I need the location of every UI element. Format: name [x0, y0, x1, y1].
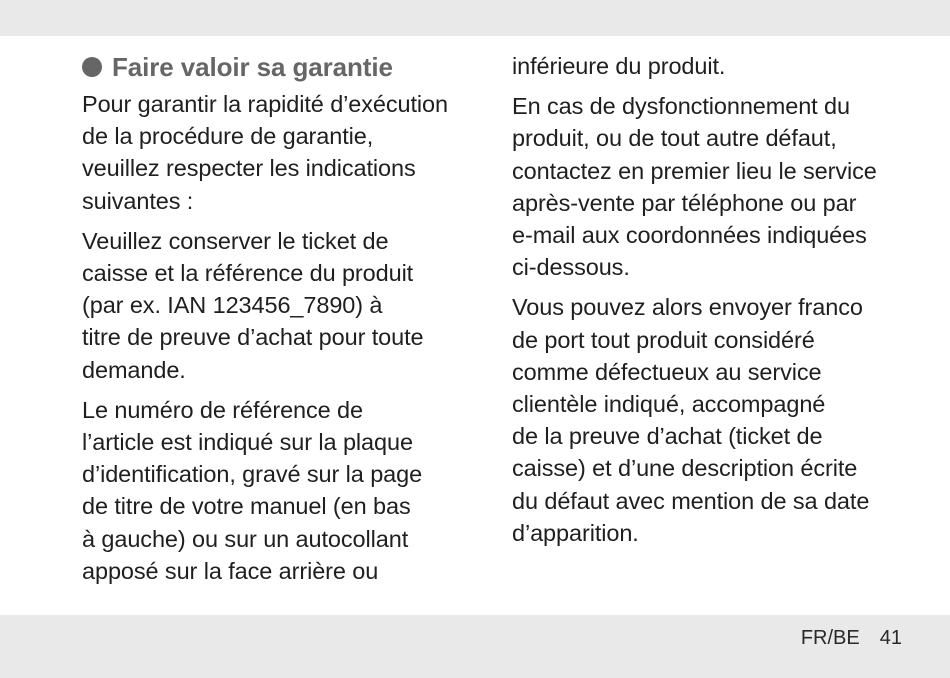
- text-line: apposé sur la face arrière ou: [82, 557, 379, 584]
- text-line: veuillez respecter les indications: [82, 155, 416, 182]
- text-line: d’apparition.: [512, 519, 639, 546]
- paragraph: [82, 225, 482, 386]
- text-line: caisse et la référence du produit: [82, 260, 414, 287]
- text-line: suivantes :: [82, 187, 194, 214]
- text-line: produit, ou de tout autre défaut,: [512, 125, 837, 152]
- text-line: d’identification, gravé sur la page: [82, 461, 423, 488]
- paragraph: [82, 394, 482, 587]
- left-paragraphs: [82, 88, 482, 587]
- text-line: l’article est indiqué sur la plaque: [82, 429, 413, 456]
- text-line: après-vente par téléphone ou par: [512, 189, 857, 216]
- paragraph: [82, 88, 482, 217]
- text-line: de la preuve d’achat (ticket de: [512, 423, 823, 450]
- text-line: ci-dessous.: [512, 254, 630, 281]
- text-line: Vous pouvez alors envoyer franco: [512, 294, 863, 321]
- paragraph: [512, 291, 912, 549]
- right-paragraphs: [512, 50, 912, 549]
- text-line: En cas de dysfonctionnement du: [512, 93, 850, 120]
- right-column: [512, 50, 912, 557]
- text-line: à gauche) ou sur un autocollant: [82, 525, 409, 552]
- text-line: du défaut avec mention de sa date: [512, 487, 870, 514]
- text-line: e-mail aux coordonnées indiquées: [512, 222, 867, 249]
- text-line: de la procédure de garantie,: [82, 123, 374, 150]
- text-line: Pour garantir la rapidité d’exécution: [82, 91, 448, 117]
- page-footer: [801, 627, 902, 650]
- text-line: comme défectueux au service: [512, 358, 822, 385]
- page-number: 41: [879, 627, 902, 649]
- section-heading-text: Faire valoir sa garantie: [112, 52, 393, 82]
- paragraph: [512, 50, 912, 82]
- text-line: inférieure du produit.: [512, 53, 726, 79]
- text-line: clientèle indiqué, accompagné: [512, 391, 826, 418]
- text-line: (par ex. IAN 123456_7890) à: [82, 292, 383, 319]
- section-heading: [82, 50, 482, 84]
- text-line: Le numéro de référence de: [82, 396, 363, 423]
- text-line: de port tout produit considéré: [512, 326, 815, 353]
- paragraph: [512, 90, 912, 283]
- text-line: Veuillez conserver le ticket de: [82, 227, 389, 254]
- text-line: demande.: [82, 356, 186, 383]
- text-line: caisse) et d’une description écrite: [512, 455, 858, 482]
- text-line: de titre de votre manuel (en bas: [82, 493, 411, 520]
- footer-locale: FR/BE: [800, 627, 860, 649]
- bullet-icon: [82, 57, 102, 77]
- text-line: contactez en premier lieu le service: [512, 157, 877, 184]
- text-line: titre de preuve d’achat pour toute: [82, 324, 424, 351]
- top-band: [0, 0, 950, 36]
- left-column: [82, 50, 482, 595]
